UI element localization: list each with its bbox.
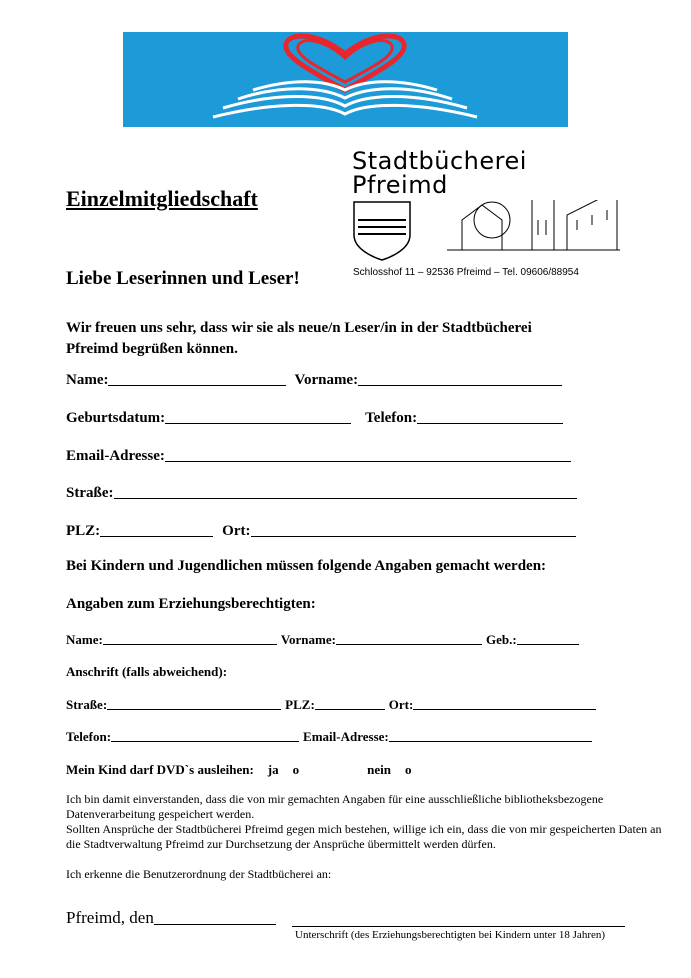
consent-storage: Ich bin damit einverstanden, dass die von mir gemachten Angaben für eine ausschließliche bibliotheksbezogene Datenverarbeitung gespeichert werden. — [66, 792, 604, 821]
vorname-field[interactable] — [358, 384, 562, 386]
name-label: Name: — [66, 372, 109, 388]
dvd-no-label: nein — [367, 762, 391, 777]
telefon-field[interactable] — [417, 422, 563, 424]
intro-line-2: Pfreimd begrüßen können. — [66, 341, 238, 357]
geburtsdatum-label: Geburtsdatum: — [66, 410, 166, 426]
guardian-heading: Angaben zum Erziehungsberechtigten: — [66, 596, 316, 612]
guardian-telefon-label: Telefon: — [66, 729, 112, 744]
place-date-label: Pfreimd, den — [66, 908, 154, 927]
plz-field[interactable] — [100, 535, 213, 537]
email-field[interactable] — [165, 460, 571, 462]
library-banner-image — [123, 32, 568, 127]
dvd-label: Mein Kind darf DVD`s ausleihen: — [66, 762, 254, 777]
place-date-row — [66, 908, 276, 928]
ort-field[interactable] — [251, 535, 576, 537]
signature-field[interactable] — [292, 926, 625, 927]
logo-name-line1: Stadtbücherei — [352, 147, 527, 175]
date-field[interactable] — [154, 923, 276, 925]
guardian-ort-field[interactable] — [413, 708, 596, 710]
intro-line-1: Wir freuen uns sehr, dass wir sie als neue/n Leser/in in der Stadtbücherei — [66, 320, 532, 336]
dvd-yes-label: ja — [267, 762, 279, 777]
name-field[interactable] — [108, 384, 286, 386]
guardian-ort-label: Ort: — [388, 697, 414, 712]
logo-address: Schlosshof 11 – 92536 Pfreimd – Tel. 09606/88954 — [353, 267, 579, 278]
heart-book-icon — [123, 32, 568, 127]
guardian-vorname-field[interactable] — [336, 643, 482, 645]
guardian-strasse-field[interactable] — [107, 708, 281, 710]
intro-text — [66, 318, 532, 360]
guardian-plz-label: PLZ: — [285, 697, 315, 712]
ort-label: Ort: — [222, 523, 251, 539]
greeting: Liebe Leserinnen und Leser! — [66, 268, 300, 289]
dvd-yes-checkbox[interactable]: o — [292, 762, 300, 777]
guardian-address-label: Anschrift (falls abweichend): — [66, 664, 228, 679]
plz-label: PLZ: — [66, 523, 101, 539]
guardian-email-label: Email-Adresse: — [303, 729, 389, 744]
vorname-label: Vorname: — [294, 372, 359, 388]
coat-of-arms-and-town-sketch-icon — [352, 200, 624, 262]
guardian-plz-field[interactable] — [315, 708, 385, 710]
guardian-geb-label: Geb.: — [485, 632, 517, 647]
strasse-field[interactable] — [114, 497, 577, 499]
email-label: Email-Adresse: — [66, 448, 165, 464]
guardian-email-field[interactable] — [389, 740, 592, 742]
dvd-no-checkbox[interactable]: o — [404, 762, 412, 777]
guardian-vorname-label: Vorname: — [280, 632, 336, 647]
guardian-name-field[interactable] — [103, 643, 277, 645]
library-logo — [352, 145, 624, 280]
geburtsdatum-field[interactable] — [165, 422, 351, 424]
telefon-label: Telefon: — [365, 410, 418, 426]
logo-name-line2: Pfreimd — [352, 171, 448, 199]
signature-caption: Unterschrift (des Erziehungsberechtigten bei Kindern unter 18 Jahren) — [295, 929, 606, 941]
rules-acknowledgement: Ich erkenne die Benutzerordnung der Stadtbücherei an: — [66, 867, 332, 881]
guardian-telefon-field[interactable] — [111, 740, 299, 742]
consent-text — [66, 792, 666, 882]
children-notice: Bei Kindern und Jugendlichen müssen folgende Angaben gemacht werden: — [66, 558, 547, 574]
consent-transfer: Sollten Ansprüche der Stadtbücherei Pfreimd gegen mich bestehen, willige ich ein, dass die von mir gespeicherten Daten an die Stadtverwaltung Pfreimd zur Durchsetzung der Ansprüche übermittelt werden dürfen. — [66, 822, 662, 851]
page-title: Einzelmitgliedschaft — [66, 186, 258, 211]
guardian-strasse-label: Straße: — [66, 697, 108, 712]
guardian-geb-field[interactable] — [517, 643, 579, 645]
strasse-label: Straße: — [66, 485, 114, 501]
guardian-name-label: Name: — [66, 632, 103, 647]
